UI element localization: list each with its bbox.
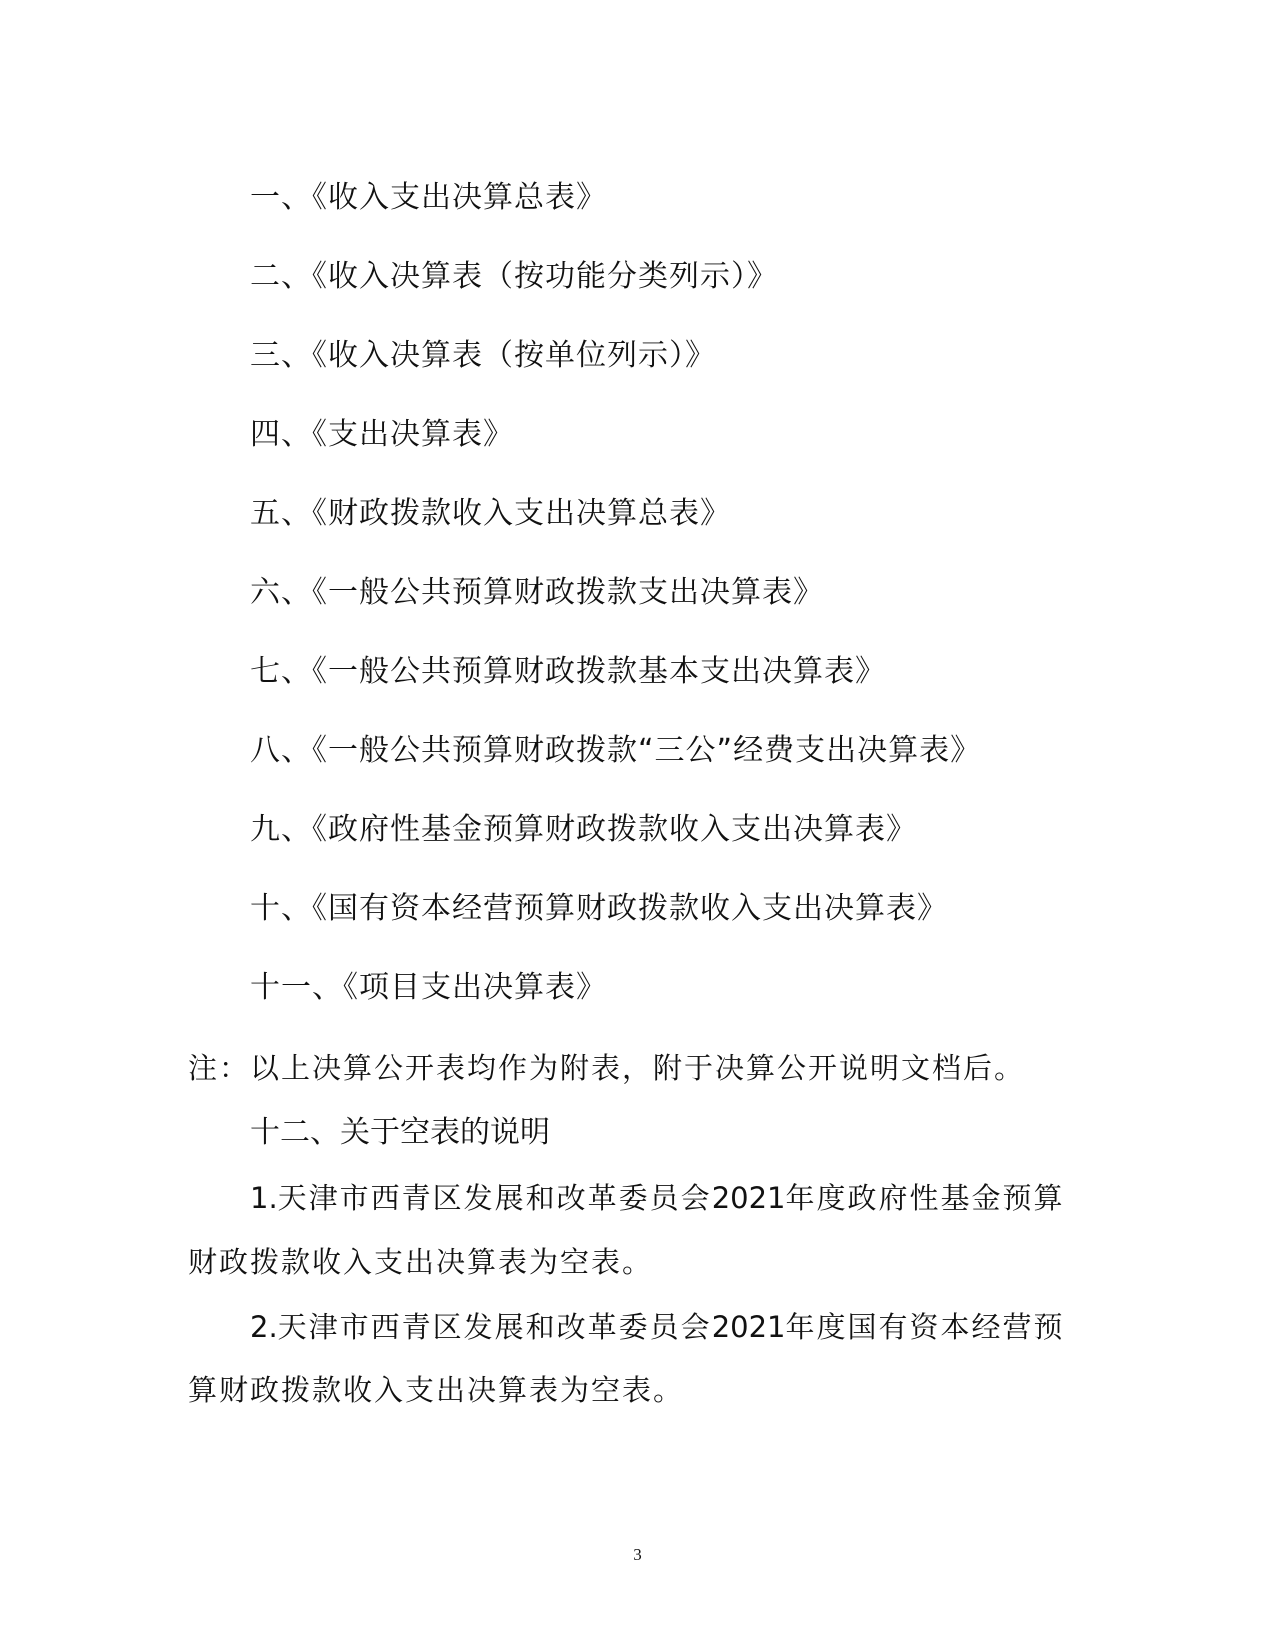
- list-item-7: 七、《一般公共预算财政拨款基本支出决算表》: [250, 654, 886, 689]
- list-item-10: 十、《国有资本经营预算财政拨款收入支出决算表》: [250, 891, 948, 926]
- list-item-1: 一、《收入支出决算总表》: [250, 180, 607, 215]
- paragraph-2-text-b: 年度国有资本经营预: [785, 1310, 1065, 1344]
- paragraph-2-number: 2.: [250, 1310, 278, 1344]
- paragraph-1-year: 2021: [711, 1181, 786, 1215]
- list-item-3: 三、《收入决算表（按单位列示）》: [250, 338, 716, 373]
- note-text: 注：以上决算公开表均作为附表，附于决算公开说明文档后。: [188, 1051, 1026, 1085]
- list-item-2: 二、《收入决算表（按功能分类列示）》: [250, 259, 778, 294]
- list-item-4: 四、《支出决算表》: [250, 417, 514, 452]
- paragraph-1-text-b: 年度政府性基金预算: [785, 1181, 1065, 1215]
- list-item-6: 六、《一般公共预算财政拨款支出决算表》: [250, 575, 824, 610]
- paragraph-1-number: 1.: [250, 1181, 278, 1215]
- list-item-5: 五、《财政拨款收入支出决算总表》: [250, 496, 731, 531]
- paragraph-2-text-a: 天津市西青区发展和改革委员会: [277, 1310, 712, 1344]
- paragraph-1-line-2: 财政拨款收入支出决算表为空表。: [188, 1245, 654, 1279]
- page-number: 3: [633, 1545, 642, 1564]
- list-item-9: 九、《政府性基金预算财政拨款收入支出决算表》: [250, 812, 917, 847]
- list-item-11: 十一、《项目支出决算表》: [250, 970, 607, 1005]
- paragraph-1-text-a: 天津市西青区发展和改革委员会: [277, 1181, 712, 1215]
- list-item-8: 八、《一般公共预算财政拨款“三公”经费支出决算表》: [250, 733, 982, 768]
- paragraph-2-line-1: [250, 1307, 1065, 1347]
- paragraph-2-year: 2021: [711, 1310, 786, 1344]
- paragraph-2-line-2: 算财政拨款收入支出决算表为空表。: [188, 1373, 685, 1407]
- paragraph-1-line-1: [250, 1178, 1065, 1218]
- section-heading: 十二、关于空表的说明: [250, 1115, 550, 1150]
